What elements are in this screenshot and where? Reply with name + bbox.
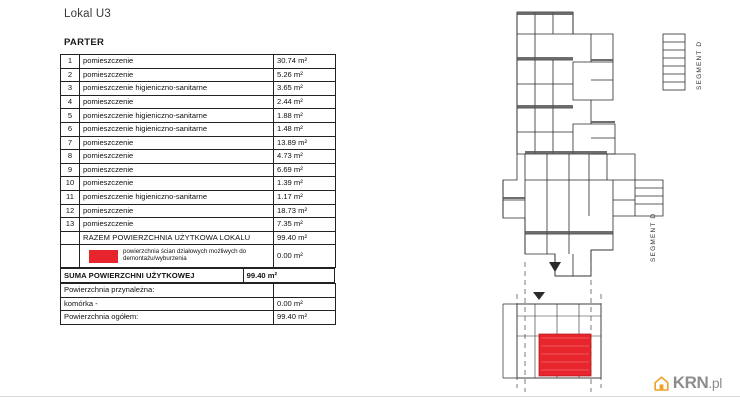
watermark-text xyxy=(673,373,722,393)
extra-row-name: komórka - xyxy=(61,297,274,311)
rooms-table-body xyxy=(61,55,336,268)
row-area: 1.48 m² xyxy=(274,122,336,136)
extra-row-area xyxy=(274,283,336,297)
row-area: 13.89 m² xyxy=(274,136,336,150)
table-row xyxy=(61,109,336,123)
plan-svg xyxy=(495,4,720,394)
table-row xyxy=(61,311,336,325)
demolition-label-cell xyxy=(80,245,274,268)
table-row xyxy=(61,163,336,177)
watermark-suffix: .pl xyxy=(708,375,722,391)
table-row xyxy=(61,82,336,96)
apartment-spec-document xyxy=(60,8,335,325)
table-row xyxy=(61,177,336,191)
sum-row xyxy=(61,269,335,283)
floor-label: PARTER xyxy=(64,37,105,48)
row-number: 4 xyxy=(61,95,80,109)
summary-table-body xyxy=(61,269,335,283)
row-number: 7 xyxy=(61,136,80,150)
row-number: 1 xyxy=(61,55,80,69)
row-name: pomieszczenie xyxy=(80,55,274,69)
extra-areas-body xyxy=(61,283,336,324)
total-usable-value: 99.40 m² xyxy=(274,231,336,245)
table-row xyxy=(61,122,336,136)
bottom-divider xyxy=(0,396,740,397)
row-number: 6 xyxy=(61,122,80,136)
row-area: 1.88 m² xyxy=(274,109,336,123)
sum-value: 99.40 m² xyxy=(243,269,334,283)
row-number: 8 xyxy=(61,150,80,164)
row-area: 1.17 m² xyxy=(274,190,336,204)
row-number: 12 xyxy=(61,204,80,218)
row-area: 5.26 m² xyxy=(274,68,336,82)
extra-row-name: Powierzchnia przynależna: xyxy=(61,283,274,297)
row-area: 1.39 m² xyxy=(274,177,336,191)
row-number: 3 xyxy=(61,82,80,96)
row-area: 3.65 m² xyxy=(274,82,336,96)
row-name: pomieszczenie xyxy=(80,136,274,150)
plan-markers xyxy=(533,262,561,300)
row-name: pomieszczenie xyxy=(80,177,274,191)
demolition-color-swatch xyxy=(89,250,118,263)
rooms-table xyxy=(60,54,336,268)
table-row xyxy=(61,218,336,232)
row-name: pomieszczenie xyxy=(80,95,274,109)
row-area: 7.35 m² xyxy=(274,218,336,232)
table-row xyxy=(61,136,336,150)
demolition-value: 0.00 m² xyxy=(274,245,336,268)
row-number: 2 xyxy=(61,68,80,82)
table-row xyxy=(61,283,336,297)
sum-label: SUMA POWIERZCHNI UŻYTKOWEJ xyxy=(61,269,244,283)
row-number: 10 xyxy=(61,177,80,191)
highlighted-unit-area xyxy=(539,334,591,376)
table-row xyxy=(61,204,336,218)
segment-label-top: SEGMENT D xyxy=(696,40,703,90)
watermark-brand: KRN xyxy=(672,373,709,392)
plan-wall-fills xyxy=(503,12,615,234)
segment-label-bottom: SEGMENT D xyxy=(650,212,657,262)
plan-outline xyxy=(503,12,635,276)
table-row xyxy=(61,68,336,82)
row-area: 2.44 m² xyxy=(274,95,336,109)
spacer-cell xyxy=(61,245,80,268)
row-area: 4.73 m² xyxy=(274,150,336,164)
plan-detail-block xyxy=(503,294,601,388)
row-name: pomieszczenie xyxy=(80,163,274,177)
row-name: pomieszczenie higieniczno-sanitarne xyxy=(80,190,274,204)
building-plan-drawing xyxy=(495,4,720,394)
row-area: 6.69 m² xyxy=(274,163,336,177)
row-area: 18.73 m² xyxy=(274,204,336,218)
row-number: 13 xyxy=(61,218,80,232)
plan-stairs xyxy=(555,34,685,276)
extra-row-name: Powierzchnia ogółem: xyxy=(61,311,274,325)
extra-areas-table xyxy=(60,283,336,325)
row-name: pomieszczenie xyxy=(80,150,274,164)
summary-table xyxy=(60,268,335,283)
row-number: 9 xyxy=(61,163,80,177)
krn-watermark xyxy=(654,373,722,393)
spacer-cell xyxy=(61,231,80,245)
total-usable-label: RAZEM POWIERZCHNIA UŻYTKOWA LOKALU xyxy=(80,231,274,245)
row-number: 5 xyxy=(61,109,80,123)
row-name: pomieszczenie xyxy=(80,204,274,218)
row-name: pomieszczenie xyxy=(80,68,274,82)
demolition-row xyxy=(61,245,336,268)
extra-row-area: 99.40 m² xyxy=(274,311,336,325)
row-area: 30.74 m² xyxy=(274,55,336,69)
row-number: 11 xyxy=(61,190,80,204)
table-row xyxy=(61,150,336,164)
table-row xyxy=(61,95,336,109)
table-row xyxy=(61,190,336,204)
demolition-label: powierzchnia ścian działowych możliwych do demontażu/wyburzenia xyxy=(123,248,247,263)
row-name: pomieszczenie higieniczno-sanitarne xyxy=(80,122,274,136)
row-name: pomieszczenie higieniczno-sanitarne xyxy=(80,82,274,96)
extra-row-area: 0.00 m² xyxy=(274,297,336,311)
row-name: pomieszczenie xyxy=(80,218,274,232)
house-icon xyxy=(654,376,669,391)
table-row xyxy=(61,297,336,311)
table-row xyxy=(61,55,336,69)
page-title: Lokal U3 xyxy=(64,8,111,20)
total-usable-row xyxy=(61,231,336,245)
row-name: pomieszczenie higieniczno-sanitarne xyxy=(80,109,274,123)
